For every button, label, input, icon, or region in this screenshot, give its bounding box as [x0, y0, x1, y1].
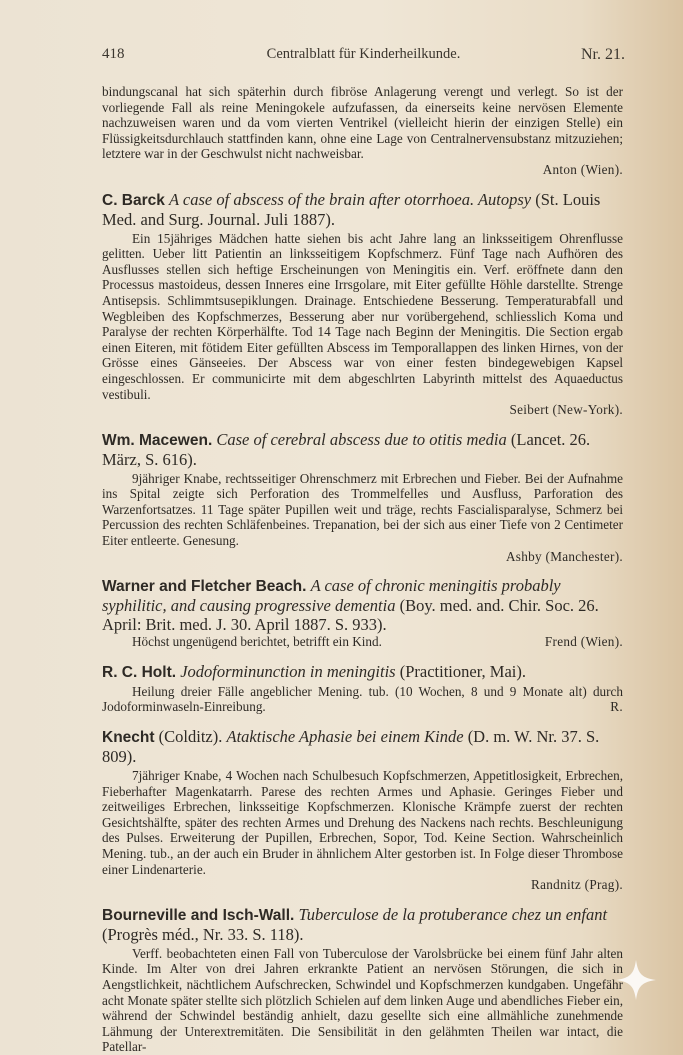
abstract-entry [102, 430, 623, 565]
entry-author: Warner and Fletcher Beach. [102, 578, 307, 596]
entry-author: R. C. Holt. [102, 663, 177, 681]
entry-signature: Randnitz (Prag). [531, 877, 623, 893]
entry-heading [102, 905, 623, 944]
journal-title: Centralblatt für Kinderheilkunde. [266, 46, 461, 62]
abstract-entry [102, 727, 623, 893]
entry-title: A case of abscess of the brain after otorrhoea. Autopsy [169, 189, 532, 209]
abstract-entry [102, 905, 623, 1055]
entry-title: A case of chronic meningitis probably syphilitic, and causing progressive dementia [102, 576, 561, 616]
intro-text: bindungscanal hat sich späterhin durch fibröse Anlagerung verengt und verlegt. So ist der vorliegende Fall als reine Meningokele aufzufassen, da einerseits keine nervösen Elemente nachzuweisen waren und da vom vierten Ventrikel (vielleicht hierin der einzigen Stelle) ein Flüssigkeitsdurchlauch stattfinden kann, ohne eine Lage von Centralnervensubstanz mitzuziehen; letztere war in der Geschwulst nicht nachweisbar. [102, 84, 623, 162]
entry-signature: Seibert (New-York). [509, 402, 623, 418]
entry-source: (D. m. W. Nr. 37. S. 809). [102, 727, 600, 767]
entry-signature: Ashby (Manchester). [505, 548, 623, 564]
entry-source: (St. Louis Med. and Surg. Journal. Juli 1887). [102, 189, 601, 229]
entry-heading [102, 430, 623, 469]
entry-source: (Lancet. 26. März, S. 616). [102, 429, 591, 469]
entry-author: Wm. Macewen. [102, 431, 213, 449]
entry-heading [102, 190, 623, 229]
page-number: 418 [102, 46, 125, 62]
entry-body: 9jähriger Knabe, rechtsseitiger Ohrenschmerz mit Erbrechen und Fieber. Bei der Aufnahme ins Spital zeigte sich Perforation des Trommelfelles und Ausfluss, Parforation des Warzenfortsatzes. 11 Tage später Pupillen weit und träge, rechts Fascialisparalyse, Schmerz bei Percussion des rechten Schläfenbeines. Trepanation, bei der sich aus einer Tiefe von 2 Centimeter Eiter entleerte. Genesung. [102, 470, 623, 549]
entry-author: C. Barck [102, 191, 165, 209]
entry-author: Knecht [102, 729, 155, 747]
entry-heading [102, 576, 623, 634]
entry-heading [102, 662, 623, 682]
abstract-entry [102, 190, 623, 418]
entry-source: (Boy. med. and. Chir. Soc. 26. April: Brit. med. J. 30. April 1887. S. 933). [102, 596, 599, 635]
entry-source: (Practitioner, Mai). [399, 661, 526, 681]
intro-paragraph [102, 84, 623, 178]
entry-signature: R. [610, 699, 623, 715]
entry-body: Höchst ungenügend berichtet, betrifft ein Kind. [132, 634, 382, 650]
entry-signature: Frend (Wien). [544, 634, 623, 650]
entry-body: Verff. beobachteten einen Fall von Tuberculose der Varolsbrücke bei einem fünf Jahr alten Kinde. Im Alter von drei Jahren erkrankte Patient an nervösen Störungen, die sich in Aengstlichkeit, nächtlichem Aufschrecken, Schwindel und Kopfschmerzen kundgaben. Ungefähr acht Monate später stellte sich plötzlich Schielen auf dem linken Auge und abendliches Fieber ein, während der Schwindel beständig anhielt, dazu gesellte sich eine allmähliche zunehmende Lähmung der Unterextremitäten. Die Sensibilität in den gelähmten Theilen war intact, die Patellar- [102, 945, 623, 1055]
entry-source: (Progrès méd., Nr. 33. S. 118). [102, 924, 304, 944]
entry-title: Jodoforminunction in meningitis [180, 661, 396, 681]
entry-body: Ein 15jähriges Mädchen hatte siehen bis acht Jahre lang an linksseitigem Ohrenflusse gelitten. Ueber litt Patientin an linksseitigem Kopfschmerz. Fünf Tage nach Aufhören des Ausflusses stellen sich heftige Erscheinungen von Meningitis ein. Verf. eröffnete dann den Processus mastoideus, dessen Inneres eine Irrsgolare, mit Eiter gefüllte Höhle darstellte. Strenge Antisepsis. Schlimmtsusepiklungen. Drainage. Entschiedene Besserung. Temperaturabfall und Wegbleiben des Kopfschmerzes, Besserung aber nur vorübergehend, schliesslich Koma und Paralyse der rechten Körperhälfte. Tod 14 Tage nach Beginn der Meningitis. Die Section ergab einen Eiteren, mit fötidem Eiter gefüllten Abscess im Temporallappen des linken Hirnes, von der Grösse eines Gänseeies. Der Abscess war von einer festen bindegewebigen Kapsel eingeschlossen. Er communicirte mit dem abgeschlrten Labyrinth mittelst des Aquaeductus vestibuli. [102, 230, 623, 402]
entry-body: Heilung dreier Fälle angeblicher Mening. tub. (10 Wochen, 8 und 9 Monate alt) durch Jodoforminwaseln-Einreibung. R. [102, 683, 623, 715]
entry-heading [102, 727, 623, 766]
abstract-entry [102, 576, 623, 650]
entry-title: Case of cerebral abscess due to otitis media [216, 429, 507, 449]
entry-title: Tuberculose de la protuberance chez un enfant [298, 904, 608, 924]
issue-number: Nr. 21. [581, 46, 625, 63]
entry-author: Bourneville and Isch-Wall. [102, 906, 295, 924]
entry-title: Ataktische Aphasie bei einem Kinde [226, 727, 464, 747]
entry-body: 7jähriger Knabe, 4 Wochen nach Schulbesuch Kopfschmerzen, Appetitlosigkeit, Erbrechen, Fieberhafter Magenkatarrh. Parese des rechten Armes und Aphasie. Geringes Fieber und zeitweiliges Erbrechen, linksseitige Kopfschmerzen. Klonische Krämpfe zuerst der rechten Gesichtshälfte, später des rechten Armes und Drehung des Nackens nach rechts. Beschleunigung des Pulses. Erweiterung der Pupillen, Erbrechen, Sopor, Tod. Keine Section. Wahrscheinlich Mening. tub., an der auch ein Bruder in ähnlichem Alter gestorben ist. In Folge dieser Thrombose einer Lindenarterie. [102, 768, 623, 877]
intro-signature: Anton (Wien). [542, 161, 623, 177]
abstract-entry [102, 662, 623, 715]
sparkle-icon [614, 958, 658, 1002]
page-content [102, 84, 623, 1055]
entry-author-place: (Colditz). [158, 727, 223, 747]
running-header [102, 46, 625, 68]
